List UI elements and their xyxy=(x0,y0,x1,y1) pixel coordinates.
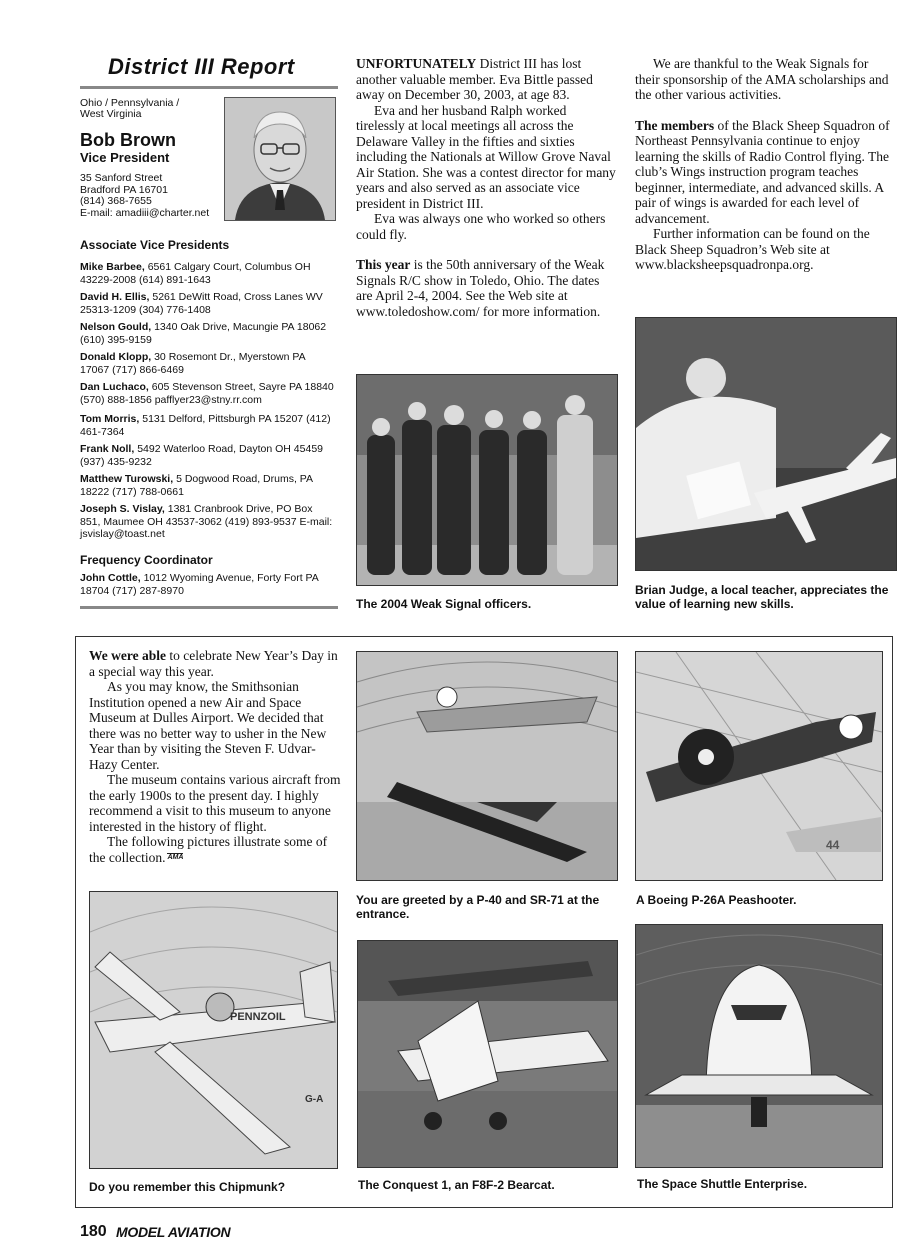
frequency-heading: Frequency Coordinator xyxy=(80,553,213,567)
article-column-2 xyxy=(356,56,616,319)
vp-contact xyxy=(80,173,230,219)
p40-sr71-illustration xyxy=(357,652,617,880)
p40-caption: You are greeted by a P-40 and SR-71 at the entrance. xyxy=(356,893,600,921)
lead-in: This year xyxy=(356,257,411,272)
officers-photo xyxy=(356,374,618,586)
associate-detail: 5492 Waterloo Road, Dayton OH 45459 (937) 435-9232 xyxy=(80,443,323,468)
lead-in: UNFORTUNATELY xyxy=(356,56,477,71)
paragraph-text: of the Black Sheep Squadron of Northeast Pennsylvania continue to enjoy learning the skills of Radio Control flying. The club’s Wings instruction program teaches beginner, intermediate, and advanced skills. A pair of wings is awarded for each level of advancement. xyxy=(635,117,890,226)
lead-in: The members xyxy=(635,117,715,133)
museum-text xyxy=(89,648,341,865)
ama-end-mark-icon: AMA xyxy=(167,853,184,861)
associate-name: Donald Klopp, xyxy=(80,351,152,363)
associate-entry xyxy=(80,503,335,541)
paragraph xyxy=(89,834,341,865)
associate-detail: 1381 Cranbrook Drive, PO Box 851, Maumee OH 43537-3062 (419) 893-9537 E-mail: jsvislay@toast.net xyxy=(80,503,333,540)
paragraph xyxy=(356,56,616,103)
page-number: 180 xyxy=(80,1223,107,1240)
shuttle-illustration xyxy=(636,925,882,1167)
associate-name: Frank Noll, xyxy=(80,443,135,455)
vp-address-1: 35 Sanford Street xyxy=(80,172,163,184)
associate-entry xyxy=(80,351,335,376)
paragraph xyxy=(89,648,341,679)
vp-address-2: Bradford PA 16701 xyxy=(80,183,168,196)
chipmunk-caption: Do you remember this Chipmunk? xyxy=(89,1180,286,1194)
associate-name: Mike Barbee, xyxy=(80,261,145,273)
associate-name: Joseph S. Vislay, xyxy=(80,503,165,515)
district-region xyxy=(80,98,220,120)
associate-name: Nelson Gould, xyxy=(80,321,152,333)
sidebar-bottom-rule xyxy=(80,606,338,609)
paragraph-text: to celebrate New Year’s Day in a special way this year. xyxy=(89,648,338,679)
associate-entry xyxy=(80,473,335,498)
brian-judge-photo xyxy=(635,317,897,571)
frequency-detail: 1012 Wyoming Avenue, Forty Fort PA 18704 (717) 287-8970 xyxy=(80,572,319,597)
associate-entry xyxy=(80,381,335,406)
associate-detail: 1340 Oak Drive, Macungie PA 18062 (610) 395-9159 xyxy=(80,321,327,346)
bearcat-illustration xyxy=(358,941,617,1167)
associate-name: Dan Luchaco, xyxy=(80,381,149,393)
region-line-2: West Virginia xyxy=(80,108,142,120)
associate-name: David H. Ellis, xyxy=(80,291,150,303)
paragraph xyxy=(635,118,895,227)
p40-sr71-photo xyxy=(356,651,618,881)
paragraph-text: District III has lost another valuable member. Eva Bittle passed away on December 30, 2003, at age 83. xyxy=(356,56,593,102)
vp-phone: (814) 368-7655 xyxy=(80,195,152,207)
chipmunk-illustration xyxy=(90,892,337,1168)
officers-caption: The 2004 Weak Signal officers. xyxy=(356,597,532,611)
paragraph: We are thankful to the Weak Signals for their sponsorship of the AMA scholarships and the other various activities. xyxy=(635,56,889,102)
associate-entry xyxy=(80,443,335,468)
peashooter-photo xyxy=(635,651,883,881)
associate-entry xyxy=(80,413,335,438)
article-column-3 xyxy=(635,56,895,273)
vp-email: E-mail: amadiii@charter.net xyxy=(80,206,210,219)
bearcat-photo xyxy=(357,940,618,1168)
associates-heading: Associate Vice Presidents xyxy=(80,238,230,252)
header-rule xyxy=(80,86,338,89)
paragraph: Eva and her husband Ralph worked tirelessly at local meetings all across the Delaware Valley in the fifties and sixties including the Nationals at Willow Grove Naval Air Station. She was a contest director for many years and also served as an associate vice president in District III. xyxy=(356,102,616,211)
shuttle-photo xyxy=(635,924,883,1168)
associate-detail: 5 Dogwood Road, Drums, PA 18222 (717) 788-0661 xyxy=(80,473,313,498)
chipmunk-photo xyxy=(89,891,338,1169)
associate-entry xyxy=(80,291,335,316)
frequency-name: John Cottle, xyxy=(80,572,141,584)
associate-name: Tom Morris, xyxy=(80,413,140,425)
associate-entry xyxy=(80,321,335,346)
chipmunk-registration: G-A xyxy=(305,1094,324,1105)
peashooter-tail-number: 44 xyxy=(826,838,840,852)
peashooter-illustration xyxy=(636,652,882,880)
brian-judge-illustration xyxy=(636,318,896,570)
associate-detail: 6561 Calgary Court, Columbus OH 43229-2008 (614) 891-1643 xyxy=(80,261,311,286)
vp-portrait-illustration xyxy=(225,98,335,220)
vp-portrait-photo xyxy=(224,97,336,221)
associate-detail: 605 Stevenson Street, Sayre PA 18840 (570) 888-1856 pafflyer23@stny.rr.com xyxy=(80,381,334,406)
paragraph xyxy=(356,257,616,319)
paragraph-text: is the 50th anniversary of the Weak Signals R/C show in Toledo, Ohio. The dates are April 2-4, 2004. See the Web site at www.toledoshow.com/ for more information. xyxy=(356,257,605,319)
associate-detail: 5261 DeWitt Road, Cross Lanes WV 25313-1209 (304) 776-1408 xyxy=(80,291,323,316)
bearcat-caption: The Conquest 1, an F8F-2 Bearcat. xyxy=(358,1178,555,1192)
lead-in: We were able xyxy=(89,648,166,663)
brian-judge-caption: Brian Judge, a local teacher, appreciates the value of learning new skills. xyxy=(635,583,889,611)
chipmunk-brand-text: PENNZOIL xyxy=(230,1011,286,1023)
associate-detail: 5131 Delford, Pittsburgh PA 15207 (412) 461-7364 xyxy=(80,413,331,438)
associate-name: Matthew Turowski, xyxy=(80,473,174,485)
paragraph: Further information can be found on the Black Sheep Squadron’s Web site at www.blacksheepsquadronpa.org. xyxy=(635,226,870,272)
associate-detail: 30 Rosemont Dr., Myerstown PA 17067 (717) 866-6469 xyxy=(80,351,306,376)
frequency-entry xyxy=(80,572,335,597)
paragraph: As you may know, the Smithsonian Institution opened a new Air and Space Museum at Dulles Airport. We decided that there was no better way to usher in the New Year than by visiting the Steven F. Udvar-Hazy Center. xyxy=(89,679,327,772)
paragraph: The museum contains various aircraft from the early 1900s to the present day. I highly recommend a visit to this museum to anyone interested in the history of flight. xyxy=(89,772,341,834)
region-line-1: Ohio / Pennsylvania / xyxy=(80,97,180,109)
peashooter-caption: A Boeing P-26A Peashooter. xyxy=(636,893,797,907)
vp-name: Bob Brown xyxy=(80,130,176,150)
vp-title: Vice President xyxy=(80,150,170,165)
associate-entry xyxy=(80,261,335,286)
report-title: District III Report xyxy=(108,54,295,79)
paragraph: Eva was always one who worked so others could fly. xyxy=(356,211,606,242)
officers-photo-illustration xyxy=(357,375,617,585)
shuttle-caption: The Space Shuttle Enterprise. xyxy=(637,1177,808,1191)
magazine-name: MODEL AVIATION xyxy=(116,1224,231,1240)
paragraph-text: The following pictures illustrate some of the collection. xyxy=(89,834,328,865)
